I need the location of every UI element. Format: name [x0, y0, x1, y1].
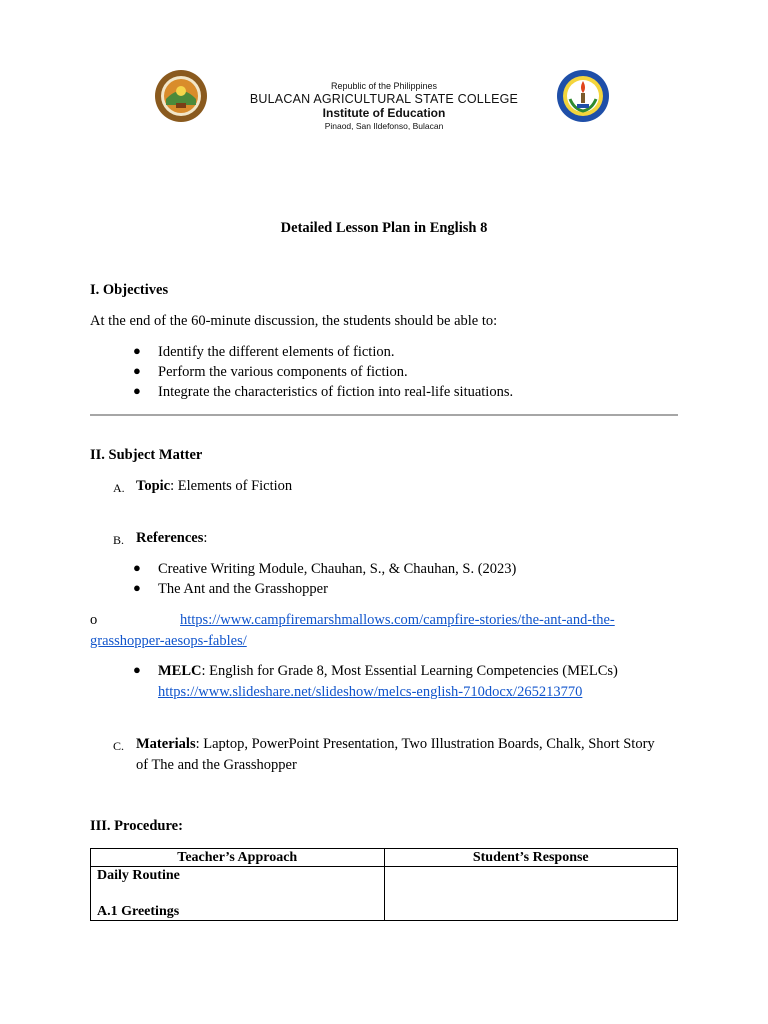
header-institute: Institute of Education: [322, 106, 446, 120]
materials-line: [136, 736, 655, 753]
materials-line2: of The and the Grasshopper: [136, 757, 297, 773]
procedure-table: [90, 848, 678, 921]
topic-value: : Elements of Fiction: [170, 478, 293, 494]
sub-bullet-marker: o: [90, 612, 98, 628]
subject-matter-heading: II. Subject Matter: [90, 447, 203, 463]
greetings-label: A.1 Greetings: [97, 904, 180, 919]
bullet-icon: ●: [133, 363, 141, 378]
topic-line: [136, 478, 292, 495]
bullet-icon: ●: [133, 560, 141, 575]
materials-value: : Laptop, PowerPoint Presentation, Two Illustration Boards, Chalk, Short Story: [195, 736, 655, 752]
melc-value: : English for Grade 8, Most Essential Learning Competencies (MELCs): [201, 663, 618, 679]
section-divider: [90, 414, 678, 416]
procedure-heading: III. Procedure:: [90, 818, 183, 834]
institute-seal-icon: [556, 69, 610, 123]
bullet-icon: ●: [133, 343, 141, 358]
table-row: [91, 867, 678, 921]
reference-item: The Ant and the Grasshopper: [158, 581, 328, 597]
references-line: [136, 530, 207, 547]
column-header-student: Student’s Response: [384, 849, 678, 867]
melc-label: MELC: [158, 663, 202, 679]
objective-item: Identify the different elements of fiction.: [158, 344, 395, 360]
references-colon: :: [203, 530, 208, 546]
bullet-icon: ●: [133, 662, 141, 677]
topic-label: Topic: [136, 478, 171, 494]
topic-letter: A.: [113, 481, 125, 495]
reference-item: Creative Writing Module, Chauhan, S., & Chauhan, S. (2023): [158, 561, 517, 577]
objectives-intro: At the end of the 60-minute discussion, the students should be able to:: [90, 313, 498, 329]
story-link-line2[interactable]: grasshopper-aesops-fables/: [90, 633, 247, 649]
teacher-cell: [91, 867, 385, 921]
bullet-icon: ●: [133, 580, 141, 595]
materials-label: Materials: [136, 736, 196, 752]
student-cell: [384, 867, 678, 921]
melc-line: [158, 663, 618, 680]
header-college-name: BULACAN AGRICULTURAL STATE COLLEGE: [249, 92, 519, 106]
references-label: References: [136, 530, 204, 546]
daily-routine-label: Daily Routine: [97, 868, 180, 883]
header-republic: Republic of the Philippines: [330, 81, 438, 91]
column-header-teacher: Teacher’s Approach: [91, 849, 385, 867]
story-link-line1[interactable]: https://www.campfiremarshmallows.com/campfire-stories/the-ant-and-the-: [180, 612, 615, 628]
header-address: Pinaod, San Ildefonso, Bulacan: [324, 121, 444, 131]
document-header: [0, 60, 768, 140]
objective-item: Integrate the characteristics of fiction into real-life situations.: [158, 384, 514, 400]
document-title: Detailed Lesson Plan in English 8: [280, 220, 488, 236]
melc-link[interactable]: https://www.slideshare.net/slideshow/melcs-english-710docx/265213770: [158, 684, 583, 700]
materials-letter: C.: [113, 739, 125, 753]
objective-item: Perform the various components of fiction.: [158, 364, 408, 380]
table-header-row: [91, 849, 678, 867]
objectives-heading: I. Objectives: [90, 282, 169, 298]
references-letter: B.: [113, 533, 125, 547]
bullet-icon: ●: [133, 383, 141, 398]
